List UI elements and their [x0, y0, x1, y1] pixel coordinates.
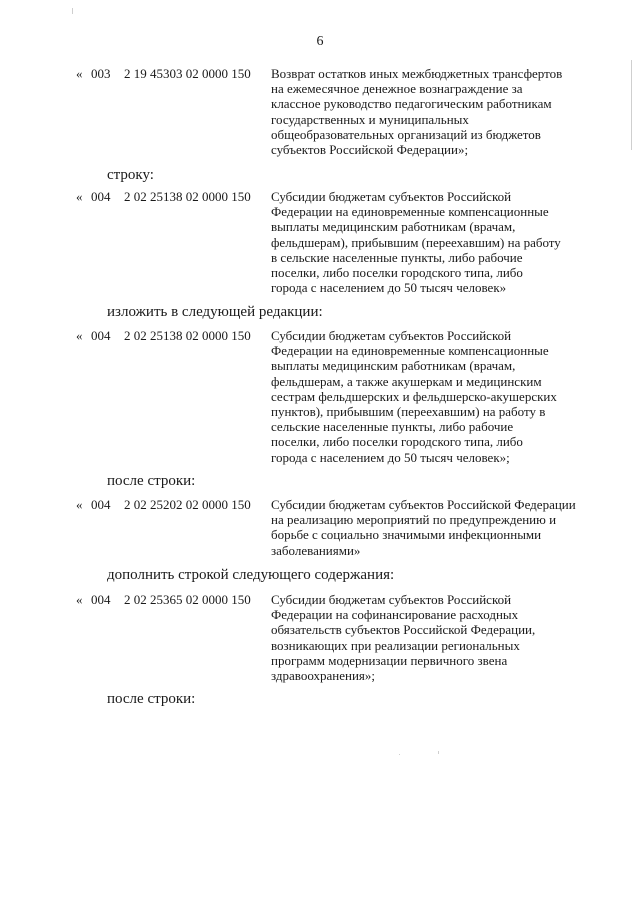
description-line: фельдшерам, а также акушеркам и медицинским — [271, 373, 542, 389]
row-description — [271, 66, 591, 157]
section-heading: строку: — [107, 167, 154, 183]
row-description — [271, 497, 591, 558]
description-line: города с населением до 50 тысяч человек» — [271, 280, 507, 296]
description-line: в сельские населенные пункты, либо рабочие — [271, 249, 523, 265]
admin-code: 003 — [91, 66, 111, 81]
description-line: классное руководство педагогическим работникам — [271, 96, 552, 112]
section-heading: после строки: — [107, 691, 196, 707]
admin-code: 004 — [91, 189, 111, 204]
description-line: заболеваниями» — [271, 542, 361, 558]
opening-quote: « — [76, 328, 83, 343]
description-line: возникающих при реализации региональных — [271, 637, 520, 653]
description-line: фельдшерам), прибывшим (переехавшим) на работу — [271, 234, 561, 250]
description-line: субъектов Российской Федерации»; — [271, 142, 469, 158]
row-description — [271, 328, 591, 465]
description-line: борьбе с социально значимыми инфекционными — [271, 527, 542, 543]
budget-classification-code: 2 02 25202 02 0000 150 — [124, 497, 251, 512]
opening-quote: « — [76, 189, 83, 204]
description-line: Федерации на единовременные компенсационные — [271, 204, 549, 220]
scan-artifact — [438, 751, 439, 754]
budget-classification-code: 2 02 25138 02 0000 150 — [124, 328, 251, 343]
section-heading: дополнить строкой следующего содержания: — [107, 567, 395, 583]
description-line: Федерации на единовременные компенсационные — [271, 343, 549, 359]
description-line: сестрам фельдшерских и фельдшерско-акушерских — [271, 388, 557, 404]
description-line: общеобразовательных организаций из бюджетов — [271, 126, 541, 142]
description-line: пунктов), прибывшим (переехавшим) на работу в — [271, 404, 546, 420]
description-line: программ модернизации первичного звена — [271, 652, 508, 668]
description-line: выплаты медицинским работникам (врачам, — [271, 358, 516, 374]
description-line: сельские населенные пункты, либо рабочие — [271, 419, 514, 435]
scan-artifact — [399, 754, 400, 755]
budget-classification-code: 2 02 25365 02 0000 150 — [124, 592, 251, 607]
description-line: Субсидии бюджетам субъектов Российской — [271, 189, 512, 204]
description-line: здравоохранения»; — [271, 668, 376, 684]
description-line: Возврат остатков иных межбюджетных трансфертов — [271, 66, 563, 81]
opening-quote: « — [76, 66, 83, 81]
description-line: государственных и муниципальных — [271, 111, 469, 127]
opening-quote: « — [76, 592, 83, 607]
admin-code: 004 — [91, 328, 111, 343]
description-line: выплаты медицинским работникам (врачам, — [271, 219, 516, 235]
row-description — [271, 189, 591, 295]
page-number: 6 — [316, 34, 324, 49]
description-line: города с населением до 50 тысяч человек»; — [271, 449, 510, 465]
budget-classification-code: 2 02 25138 02 0000 150 — [124, 189, 251, 204]
admin-code: 004 — [91, 497, 111, 512]
opening-quote: « — [76, 497, 83, 512]
description-line: поселки, либо поселки городского типа, либо — [271, 434, 523, 450]
section-heading: после строки: — [107, 473, 196, 489]
description-line: Федерации на софинансирование расходных — [271, 607, 519, 623]
description-line: на ежемесячное денежное вознаграждение за — [271, 81, 523, 97]
scan-artifact — [631, 60, 632, 150]
row-description — [271, 592, 591, 683]
budget-classification-code: 2 19 45303 02 0000 150 — [124, 66, 251, 81]
description-line: поселки, либо поселки городского типа, либо — [271, 265, 523, 281]
description-line: обязательств субъектов Российской Федерации, — [271, 622, 536, 638]
admin-code: 004 — [91, 592, 111, 607]
description-line: Субсидии бюджетам субъектов Российской — [271, 592, 512, 607]
scan-artifact — [72, 8, 73, 14]
description-line: Субсидии бюджетам субъектов Российской Федерации — [271, 497, 576, 512]
section-heading: изложить в следующей редакции: — [107, 304, 323, 320]
description-line: Субсидии бюджетам субъектов Российской — [271, 328, 512, 343]
description-line: на реализацию мероприятий по предупреждению и — [271, 512, 557, 528]
